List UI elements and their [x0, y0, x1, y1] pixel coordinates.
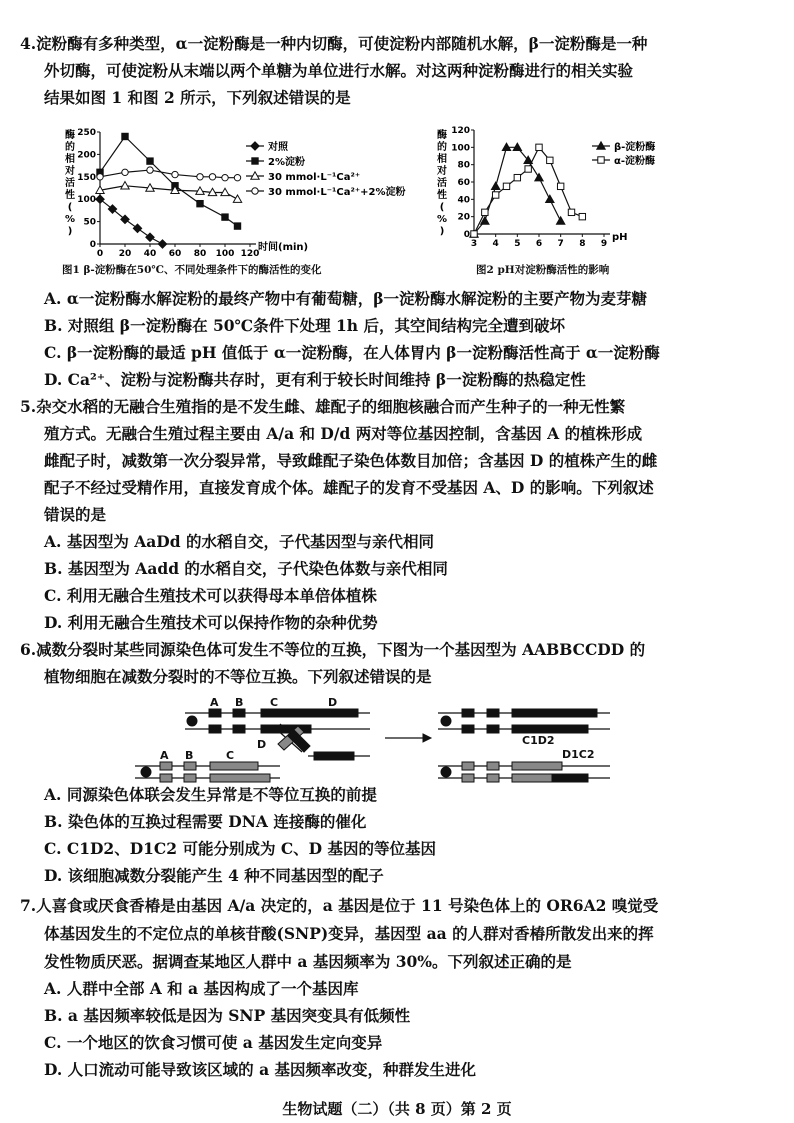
data-point — [146, 233, 154, 241]
data-point — [133, 224, 141, 232]
y-axis-label-char: 相 — [437, 154, 447, 165]
data-point — [122, 169, 128, 175]
data-point — [197, 200, 203, 206]
data-point — [233, 195, 241, 202]
legend-label: α-淀粉酶 — [614, 156, 656, 167]
q7-stem-line-3: 发性物质厌恶。据调查某地区人群中 a 基因频率为 30%。下列叙述正确的是 — [44, 952, 572, 971]
figure-1-caption: 图1 β-淀粉酶在50℃、不同处理条件下的酶活性的变化 — [62, 264, 322, 276]
y-axis-label-char: 对 — [65, 166, 75, 177]
x-tick-label: 4 — [492, 239, 499, 249]
q7-option-a: A. 人群中全部 A 和 a 基因构成了一个基因库 — [44, 979, 359, 998]
y-axis-label-char: 的 — [437, 142, 447, 153]
data-point — [482, 209, 488, 215]
gene-label-c1d2: C1D2 — [522, 734, 555, 747]
q6-option-b: B. 染色体的互换过程需要 DNA 连接酶的催化 — [44, 812, 367, 831]
series-line — [100, 170, 238, 178]
data-point — [471, 231, 477, 237]
q6-stem-line-1: 6.减数分裂时某些同源染色体可发生不等位的互换，下图为一个基因型为 AABBCCDD 的 — [20, 640, 646, 659]
data-point — [234, 223, 240, 229]
series-line — [100, 136, 238, 226]
data-point — [525, 166, 531, 172]
x-axis-label: 时间(min) — [258, 242, 309, 253]
data-point — [557, 183, 563, 189]
y-axis-label-char: ( — [439, 202, 445, 213]
data-point — [172, 171, 178, 177]
y-tick-label: 80 — [457, 160, 470, 171]
y-tick-label: 100 — [451, 143, 470, 154]
data-point — [556, 217, 564, 224]
legend-marker — [598, 157, 604, 163]
y-axis-label-char: ) — [67, 226, 73, 237]
q4-option-c: C. β一淀粉酶的最适 pH 值低于 α一淀粉酶，在人体胃内 β一淀粉酶活性高于 α一淀粉酶 — [44, 343, 660, 362]
figure-2-chart — [432, 118, 692, 258]
data-point — [535, 173, 543, 180]
q7-option-d: D. 人口流动可能导致该区域的 a 基因频率改变，种群发生进化 — [44, 1060, 477, 1079]
data-point — [147, 167, 153, 173]
gene-label-a-lower: A — [160, 749, 169, 762]
figure-2-caption: 图2 pH对淀粉酶活性的影响 — [476, 264, 610, 276]
y-tick-label: 0 — [463, 230, 470, 240]
y-axis-label-char: 对 — [437, 166, 447, 177]
q7-option-c: C. 一个地区的饮食习惯可使 a 基因发生定向变异 — [44, 1033, 383, 1052]
data-point — [158, 240, 166, 248]
y-axis-label-char: 的 — [65, 142, 75, 153]
q4-stem-line-3: 结果如图 1 和图 2 所示，下列叙述错误的是 — [44, 88, 351, 107]
q7-stem-line-1: 7.人喜食或厌食香椿是由基因 A/a 决定的，a 基因是位于 11 号染色体上的 OR6A2 嗅觉受 — [20, 896, 659, 915]
y-axis-label-char: ( — [67, 202, 73, 213]
y-axis-label-char: % — [436, 214, 448, 225]
gene-label-d1c2: D1C2 — [562, 748, 595, 761]
y-axis-label-char: % — [64, 214, 76, 225]
x-axis-label: pH — [612, 232, 628, 243]
gene-label-d-cross: D — [257, 738, 267, 751]
gene-block — [209, 709, 221, 717]
data-point — [568, 209, 574, 215]
data-point — [234, 174, 240, 180]
q5-stem-line-3: 雌配子时，减数第一次分裂异常，导致雌配子染色体数目加倍；含基因 D 的植株产生的雌 — [44, 451, 658, 470]
gene-label-b-lower: B — [185, 749, 194, 762]
legend-label: β-淀粉酶 — [614, 142, 656, 153]
data-point — [121, 182, 129, 189]
y-axis-label-char: 活 — [65, 178, 75, 189]
x-tick-label: 5 — [514, 239, 521, 249]
x-tick-label: 80 — [193, 249, 207, 259]
q6-option-d: D. 该细胞减数分裂能产生 4 种不同基因型的配子 — [44, 866, 384, 885]
x-tick-label: 100 — [215, 249, 235, 259]
q5-option-b: B. 基因型为 Aadd 的水稻自交，子代染色体数与亲代相同 — [44, 559, 448, 578]
y-axis-label-char: 活 — [437, 178, 447, 189]
q6-stem-line-2: 植物细胞在减数分裂时的不等位互换。下列叙述错误的是 — [44, 667, 432, 686]
page-footer: 生物试题（二）（共 8 页）第 2 页 — [282, 1100, 512, 1118]
q5-option-c: C. 利用无融合生殖技术可以获得母本单倍体植株 — [44, 586, 377, 605]
q5-stem-line-1: 5.杂交水稻的无融合生殖指的是不发生雌、雄配子的细胞核融合而产生种子的一种无性繁 — [20, 397, 626, 416]
q7-option-b: B. a 基因频率较低是因为 SNP 基因突变具有低频性 — [44, 1006, 411, 1025]
y-tick-label: 60 — [457, 178, 470, 188]
gene-label-b: B — [235, 696, 244, 709]
data-point — [209, 174, 215, 180]
y-tick-label: 200 — [77, 150, 96, 161]
y-axis-label-char: 酶 — [65, 130, 75, 141]
x-tick-label: 120 — [240, 249, 260, 259]
gene-label-d: D — [328, 696, 338, 709]
centromere-mark — [187, 716, 197, 726]
y-tick-label: 100 — [77, 195, 96, 206]
data-point — [503, 183, 509, 189]
q4-stem-line-1: 4.淀粉酶有多种类型，α一淀粉酶是一种内切酶，可使淀粉内部随机水解，β一淀粉酶是一种 — [20, 34, 648, 53]
chromosome-crossover-diagram — [130, 694, 630, 784]
gene-label-c-lower: C — [226, 749, 235, 762]
legend-label: 对照 — [268, 142, 288, 153]
y-tick-label: 20 — [457, 212, 470, 223]
q5-option-a: A. 基因型为 AaDd 的水稻自交，子代基因型与亲代相同 — [44, 532, 434, 551]
legend-marker — [251, 142, 259, 150]
q5-stem-line-5: 错误的是 — [44, 505, 107, 524]
x-tick-label: 9 — [600, 239, 608, 249]
y-tick-label: 150 — [77, 172, 96, 183]
series-line — [100, 186, 238, 199]
y-axis-label-char: 性 — [65, 190, 75, 201]
x-tick-label: 40 — [143, 249, 157, 259]
x-tick-label: 0 — [96, 249, 104, 259]
data-point — [492, 192, 498, 198]
legend-label: 30 mmol·L⁻¹Ca²⁺+2%淀粉 — [268, 187, 406, 198]
y-tick-label: 120 — [451, 126, 470, 136]
data-point — [222, 174, 228, 180]
x-tick-label: 60 — [168, 249, 182, 259]
y-axis-label-char: 酶 — [437, 130, 447, 141]
data-point — [536, 144, 542, 150]
y-tick-label: 250 — [77, 128, 96, 138]
figure-1-chart — [60, 118, 430, 268]
q6-option-a: A. 同源染色体联会发生异常是不等位互换的前提 — [44, 785, 377, 804]
x-tick-label: 20 — [118, 249, 132, 259]
data-point — [97, 174, 103, 180]
x-tick-label: 6 — [535, 239, 543, 249]
gene-label-c: C — [270, 696, 279, 709]
legend-marker — [252, 188, 258, 194]
data-point — [491, 182, 499, 189]
y-tick-label: 40 — [457, 195, 470, 206]
gene-label-a: A — [210, 696, 219, 709]
x-tick-label: 8 — [579, 239, 586, 249]
q5-stem-line-4: 配子不经过受精作用，直接发育成个体。雄配子的发育不受基因 A、D 的影响。下列叙述 — [44, 478, 654, 497]
x-tick-label: 7 — [557, 239, 564, 249]
y-tick-label: 50 — [83, 217, 96, 228]
q5-option-d: D. 利用无融合生殖技术可以保持作物的杂种优势 — [44, 613, 378, 632]
data-point — [579, 213, 585, 219]
y-axis-label-char: ) — [439, 226, 445, 237]
y-tick-label: 0 — [89, 240, 96, 250]
q5-stem-line-2: 殖方式。无融合生殖过程主要由 A/a 和 D/d 两对等位基因控制，含基因 A 的植株形成 — [44, 424, 643, 443]
q4-stem-line-2: 外切酶，可使淀粉从末端以两个单糖为单位进行水解。对这两种淀粉酶进行的相关实验 — [44, 61, 634, 80]
data-point — [122, 133, 128, 139]
data-point — [547, 157, 553, 163]
data-point — [546, 195, 554, 202]
y-axis-label-char: 性 — [437, 190, 447, 201]
legend-label: 30 mmol·L⁻¹Ca²⁺ — [268, 172, 361, 183]
data-point — [222, 214, 228, 220]
y-axis-label-char: 相 — [65, 154, 75, 165]
x-tick-label: 3 — [470, 239, 478, 249]
q7-stem-line-2: 体基因发生的不定位点的单核苷酸(SNP)变异，基因型 aa 的人群对香椿所散发出来的挥 — [44, 924, 654, 943]
q4-option-b: B. 对照组 β一淀粉酶在 50℃条件下处理 1h 后，其空间结构完全遭到破坏 — [44, 316, 565, 335]
data-point — [147, 158, 153, 164]
q4-option-d: D. Ca²⁺、淀粉与淀粉酶共存时，更有利于较长时间维持 β一淀粉酶的热稳定性 — [44, 370, 586, 389]
data-point — [197, 174, 203, 180]
legend-marker — [252, 158, 258, 164]
q6-option-c: C. C1D2、D1C2 可能分别成为 C、D 基因的等位基因 — [44, 839, 437, 858]
data-point — [514, 174, 520, 180]
legend-label: 2%淀粉 — [268, 157, 305, 168]
q4-option-a: A. α一淀粉酶水解淀粉的最终产物中有葡萄糖，β一淀粉酶水解淀粉的主要产物为麦芽糖 — [44, 289, 648, 308]
